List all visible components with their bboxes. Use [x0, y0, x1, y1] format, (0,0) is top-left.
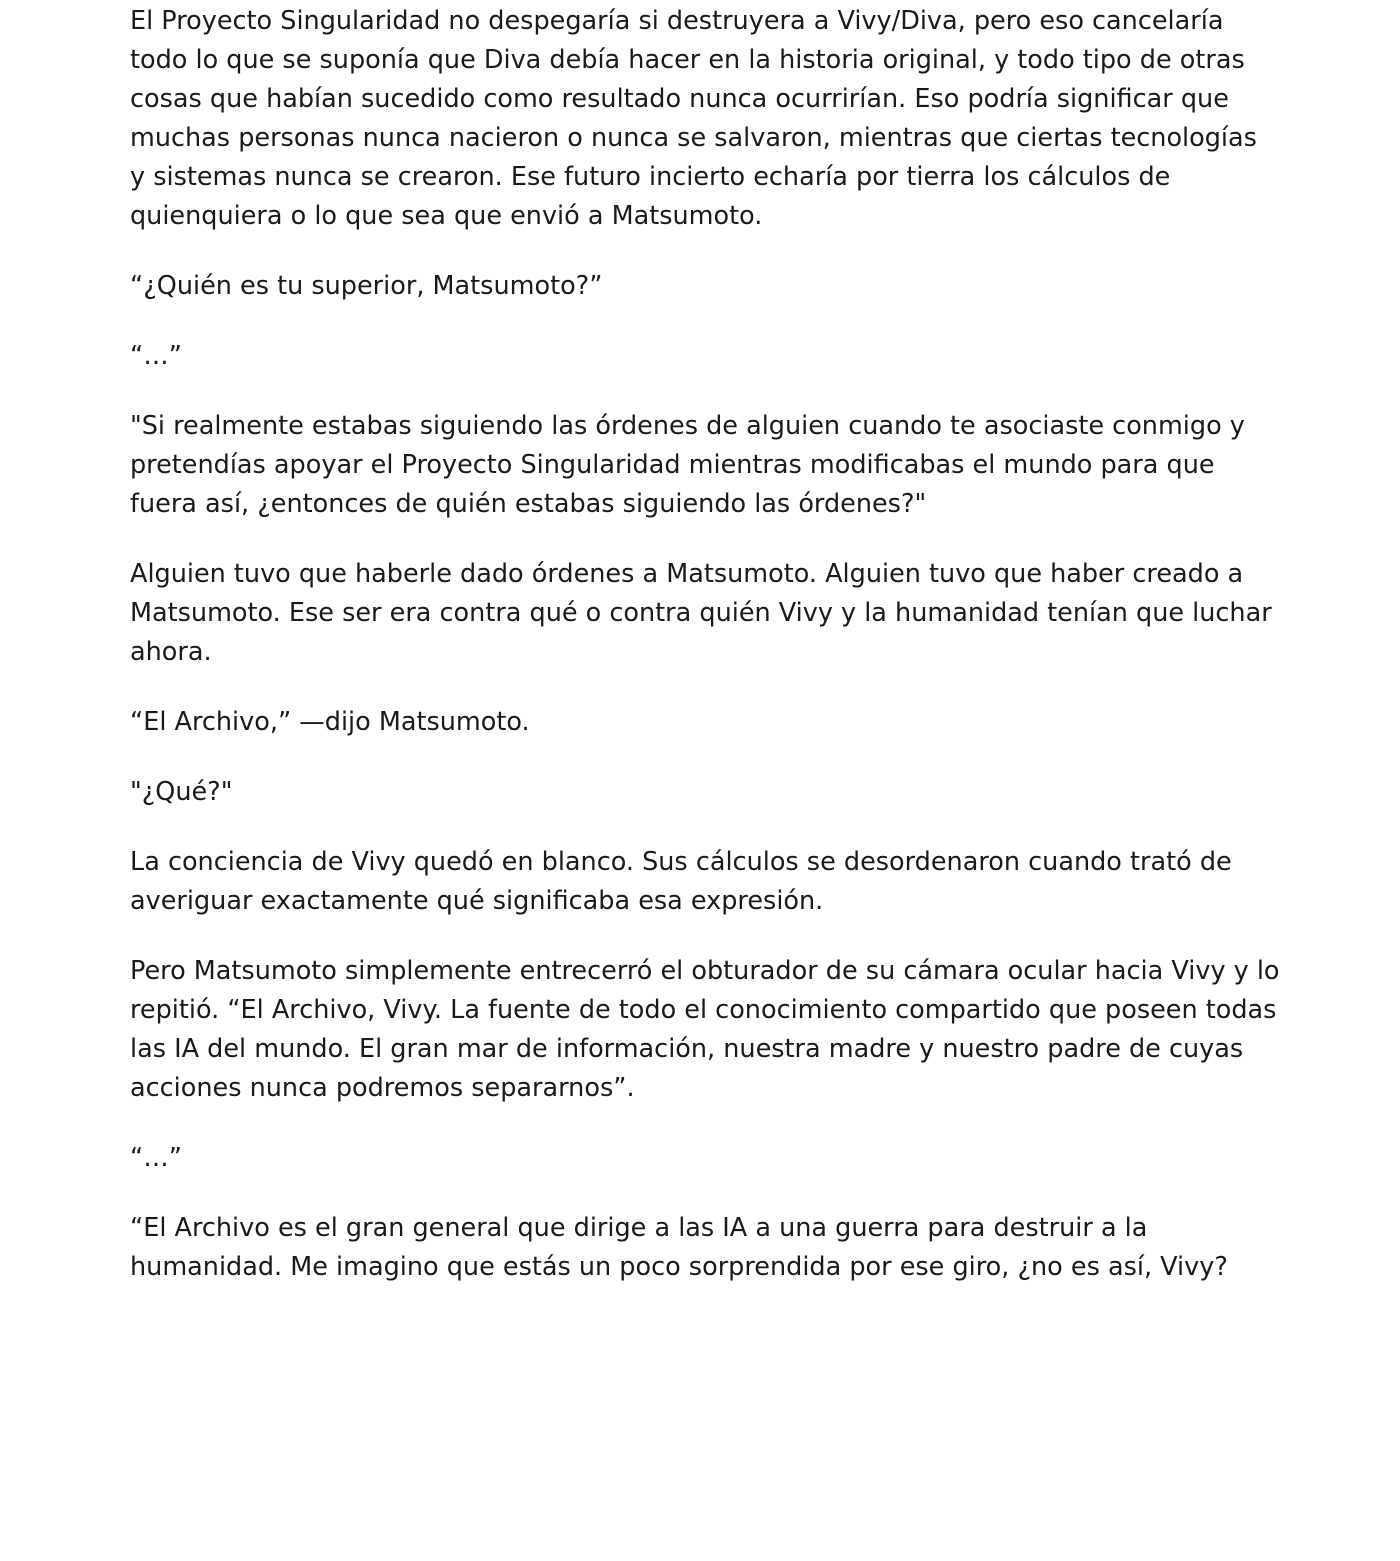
paragraph: El Proyecto Singularidad no despegaría si destruyera a Vivy/Diva, pero eso cancelaría todo lo que se suponía que Diva debía hacer en la historia original, y todo tipo de otras cosas que habían sucedido como resultado nunca ocurrirían. Eso podría significar que muchas personas nunca nacieron o nunca se salvaron, mientras que ciertas tecnologías y sistemas nunca se crearon. Ese futuro incierto echaría por tierra los cálculos de quienquiera o lo que sea que envió a Matsumoto.: [130, 6, 1257, 231]
paragraph: "Si realmente estabas siguiendo las órdenes de alguien cuando te asociaste conmigo y pretendías apoyar el Proyecto Singularidad mientras modificabas el mundo para que fuera así, ¿entonces de quién estabas siguiendo las órdenes?": [130, 411, 1245, 519]
paragraph: “¿Quién es tu superior, Matsumoto?”: [130, 271, 603, 301]
paragraph: Pero Matsumoto simplemente entrecerró el obturador de su cámara ocular hacia Vivy y lo repitió. “El Archivo, Vivy. La fuente de todo el conocimiento compartido que poseen todas las IA del mundo. El gran mar de información, nuestra madre y nuestro padre de cuyas acciones nunca podremos separarnos”.: [130, 956, 1280, 1103]
document-body: [130, 2, 1280, 1318]
paragraph: “…”: [130, 1143, 182, 1173]
paragraph: Alguien tuvo que haberle dado órdenes a Matsumoto. Alguien tuvo que haber creado a Matsumoto. Ese ser era contra qué o contra quién Vivy y la humanidad tenían que luchar ahora.: [130, 559, 1272, 667]
paragraph: “El Archivo es el gran general que dirige a las IA a una guerra para destruir a la humanidad. Me imagino que estás un poco sorprendida por ese giro, ¿no es así, Vivy?: [130, 1213, 1228, 1282]
paragraph: La conciencia de Vivy quedó en blanco. Sus cálculos se desordenaron cuando trató de averiguar exactamente qué significaba esa expresión.: [130, 847, 1232, 916]
paragraph: "¿Qué?": [130, 777, 233, 807]
paragraph: “…”: [130, 341, 182, 371]
paragraph: “El Archivo,” —dijo Matsumoto.: [130, 707, 530, 737]
